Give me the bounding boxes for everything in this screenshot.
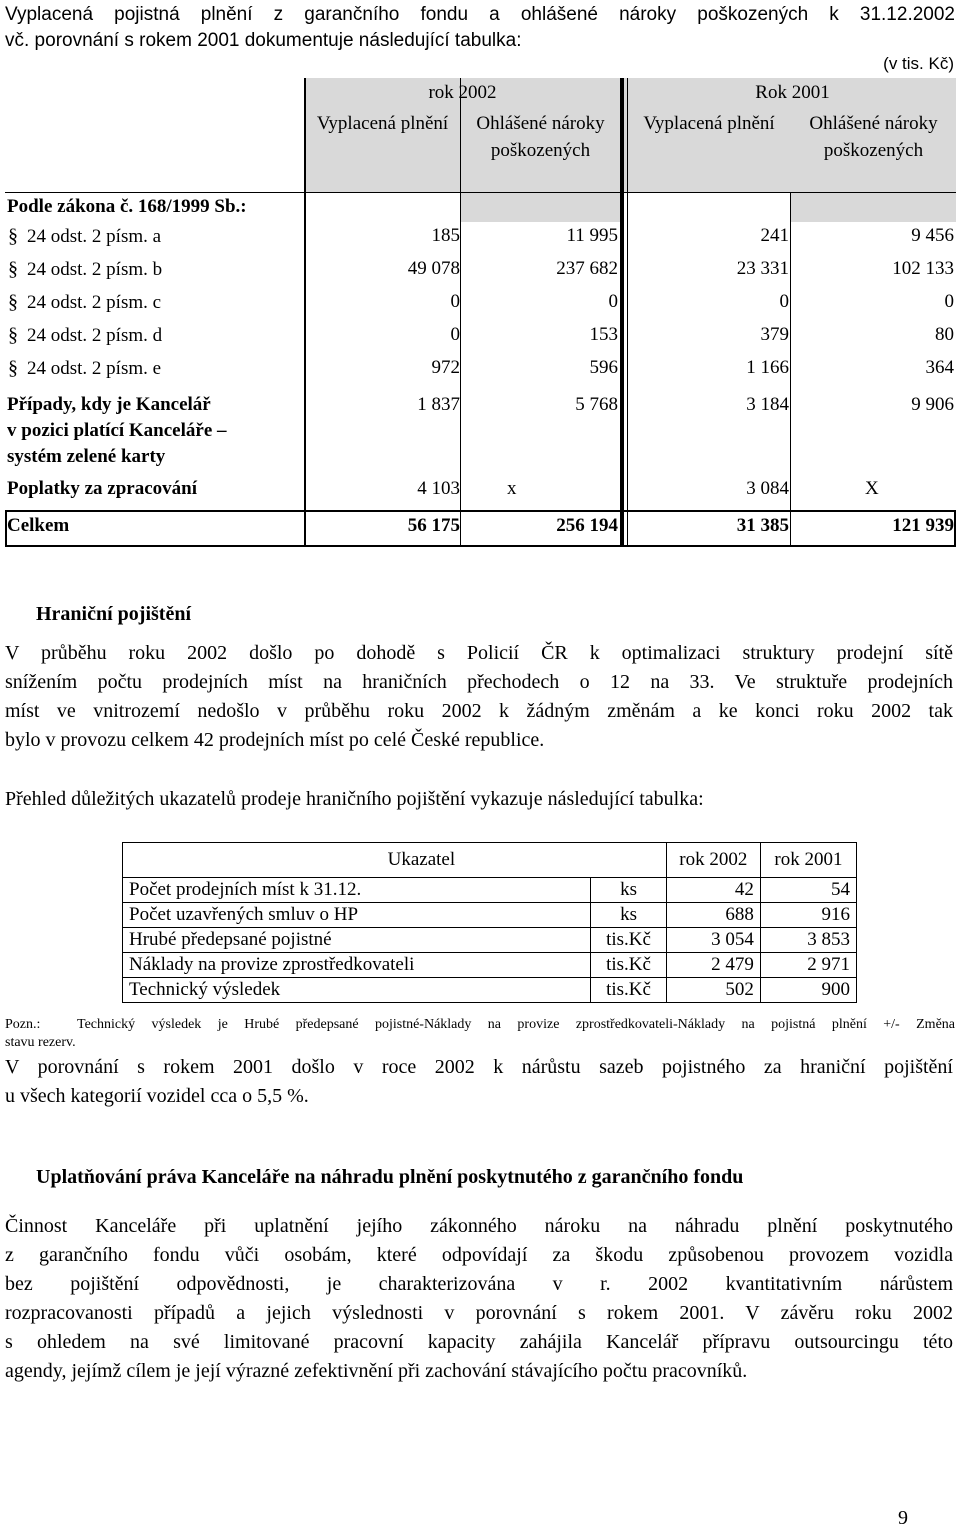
green-card-v1: 1 837	[417, 394, 460, 415]
row-unit: tis.Kč	[591, 978, 666, 1003]
para-line: V porovnání s rokem 2001 došlo v roce 2002 k nárůstu sazeb pojistného za hraniční pojištění	[5, 1056, 953, 1078]
para-line: z garančního fondu vůči osobám, které odpovídají za škodu způsobenou provozem vozidla	[5, 1244, 953, 1266]
row-indicator: Počet prodejních míst k 31.12.	[123, 878, 591, 903]
row-value-claims-2001: 80	[935, 324, 954, 345]
row-label: 24 odst. 2 písm. c	[27, 292, 162, 313]
total-v4: 121 939	[892, 515, 954, 536]
total-v2: 256 194	[556, 515, 618, 536]
row-indicator: Technický výsledek	[123, 978, 591, 1003]
header-claims-2002: Ohlášené nároky poškozených	[476, 113, 605, 161]
row-value-paid-2001: 1 166	[746, 357, 789, 378]
row-value-paid-2002: 0	[450, 291, 460, 312]
section-label: Podle zákona č. 168/1999 Sb.:	[7, 196, 247, 217]
intro-line-2: vč. porovnání s rokem 2001 dokumentuje následující tabulka:	[5, 30, 522, 51]
row-value-claims-2002: 11 995	[566, 225, 618, 246]
row-value-paid-2001: 23 331	[736, 258, 789, 279]
fees-v1: 4 103	[417, 478, 460, 499]
section-sign-icon	[7, 324, 21, 344]
svg-text:§: §	[8, 225, 18, 245]
header-paid-2002: Vyplacená plnění	[316, 113, 449, 134]
fees-v2: x	[507, 478, 517, 499]
para-line: V průběhu roku 2002 došlo po dohodě s Policií ČR k optimalizaci struktury prodejní sítě	[5, 642, 953, 664]
header-background-2001	[790, 192, 956, 222]
row-label-cell	[7, 291, 161, 314]
intro-line-1: Vyplacená pojistná plnění z garančního fondu a ohlášené nároky poškozených k 31.12.2002	[5, 4, 955, 25]
row-value-2002: 502	[666, 978, 760, 1003]
row-value-2001: 3 853	[760, 928, 856, 953]
comparison-paragraph	[5, 1053, 953, 1111]
row-unit: ks	[591, 903, 666, 928]
rule	[5, 545, 956, 547]
row-value-paid-2002: 185	[431, 225, 460, 246]
border-insurance-table	[122, 842, 857, 1003]
header-2001: rok 2001	[760, 843, 856, 878]
header-2002: rok 2002	[666, 843, 760, 878]
row-value-2001: 2 971	[760, 953, 856, 978]
green-card-v2: 5 768	[575, 394, 618, 415]
svg-text:§: §	[8, 291, 18, 311]
para-line: rozpracovanosti případů a jejich výslednosti v porovnání s rokem 2001. V závěru roku 2002	[5, 1302, 953, 1324]
header-year-2001: Rok 2001	[755, 82, 830, 103]
overview-sentence: Přehled důležitých ukazatelů prodeje hraničního pojištění vykazuje následující tabulka:	[5, 788, 704, 810]
section-sign-icon	[7, 258, 21, 278]
table-row	[123, 878, 857, 903]
rule	[620, 78, 624, 546]
row-value-claims-2002: 596	[589, 357, 618, 378]
row-value-paid-2001: 379	[760, 324, 789, 345]
fees-v3: 3 084	[746, 478, 789, 499]
rule	[627, 78, 628, 546]
para-line: míst ve vnitrozemí nedošlo v průběhu roku 2002 k žádným změnám a ke konci roku 2002 tak	[5, 700, 953, 722]
table-row	[123, 953, 857, 978]
row-value-claims-2002: 153	[589, 324, 618, 345]
header-background-2002	[460, 192, 620, 222]
footnote	[5, 1016, 955, 1052]
recourse-paragraph	[5, 1212, 953, 1386]
fees-label: Poplatky za zpracování	[7, 478, 197, 499]
svg-text:§: §	[8, 258, 18, 278]
para-line: bez pojištění odpovědnosti, je charakterizována v r. 2002 kvantitativním nárůstem	[5, 1273, 953, 1295]
page-number: 9	[898, 1507, 908, 1529]
green-card-label-1: Případy, kdy je Kancelář	[7, 394, 211, 415]
row-value-paid-2001: 241	[760, 225, 789, 246]
row-unit: tis.Kč	[591, 928, 666, 953]
row-value-claims-2002: 237 682	[556, 258, 618, 279]
para-line: agendy, jejímž cílem je její výrazné zefektivnění při zachování stávajícího počtu pracovníků.	[5, 1360, 748, 1382]
rule	[5, 510, 956, 512]
border-insurance-heading: Hraniční pojištění	[36, 603, 192, 625]
border-insurance-paragraph	[5, 639, 953, 755]
unit-label: (v tis. Kč)	[883, 54, 954, 73]
svg-text:§: §	[8, 324, 18, 344]
row-label-cell	[7, 258, 162, 281]
para-line: u všech kategorií vozidel cca o 5,5 %.	[5, 1085, 309, 1107]
table-header-row	[123, 843, 857, 878]
row-value-2002: 3 054	[666, 928, 760, 953]
green-card-label-3: systém zelené karty	[7, 446, 166, 467]
fees-v4: X	[865, 478, 879, 499]
footnote-prefix: Pozn.:	[5, 1017, 41, 1032]
row-value-2001: 54	[760, 878, 856, 903]
green-card-v3: 3 184	[746, 394, 789, 415]
para-line: Činnost Kanceláře při uplatnění jejího zákonného nároku na náhradu plnění poskytnutého	[5, 1215, 953, 1237]
row-value-paid-2001: 0	[779, 291, 789, 312]
row-value-claims-2001: 9 456	[911, 225, 954, 246]
section-sign-icon	[7, 357, 21, 377]
row-label-cell	[7, 324, 162, 347]
row-value-2001: 916	[760, 903, 856, 928]
section-sign-icon	[7, 225, 21, 245]
intro-text	[5, 2, 955, 54]
rule	[954, 510, 956, 546]
row-label: 24 odst. 2 písm. e	[27, 358, 162, 379]
row-value-claims-2001: 102 133	[892, 258, 954, 279]
green-card-label-2: v pozici platící Kanceláře –	[7, 420, 227, 441]
row-value-paid-2002: 0	[450, 324, 460, 345]
table-row	[123, 903, 857, 928]
total-v3: 31 385	[736, 515, 789, 536]
total-v1: 56 175	[407, 515, 460, 536]
green-card-v4: 9 906	[911, 394, 954, 415]
row-indicator: Náklady na provize zprostředkovateli	[123, 953, 591, 978]
header-claims-2001: Ohlášené nároky poškozených	[809, 113, 938, 161]
header-paid-2001: Vyplacená plnění	[643, 113, 775, 134]
row-value-paid-2002: 972	[431, 357, 460, 378]
row-unit: ks	[591, 878, 666, 903]
svg-text:§: §	[8, 357, 18, 377]
footnote-line-1: Technický výsledek je Hrubé předepsané pojistné-Náklady na provize zprostředkovateli-Náklady na pojistná plnění +/- Změna	[77, 1017, 955, 1032]
row-value-2002: 688	[666, 903, 760, 928]
table-body	[123, 878, 857, 1003]
row-value-2002: 2 479	[666, 953, 760, 978]
table-row	[123, 928, 857, 953]
header-indicator: Ukazatel	[123, 843, 667, 878]
row-value-paid-2002: 49 078	[407, 258, 460, 279]
row-value-claims-2002: 0	[608, 291, 618, 312]
row-value-claims-2001: 364	[925, 357, 954, 378]
row-value-claims-2001: 0	[944, 291, 954, 312]
para-line: s ohledem na své limitované pracovní kapacity zahájila Kancelář přípravu outsourcingu této	[5, 1331, 953, 1353]
row-label: 24 odst. 2 písm. d	[27, 325, 163, 346]
row-indicator: Počet uzavřených smluv o HP	[123, 903, 591, 928]
table-row	[123, 978, 857, 1003]
row-indicator: Hrubé předepsané pojistné	[123, 928, 591, 953]
row-unit: tis.Kč	[591, 953, 666, 978]
footnote-line-2: stavu rezerv.	[5, 1035, 76, 1050]
row-value-2002: 42	[666, 878, 760, 903]
row-label: 24 odst. 2 písm. b	[27, 259, 163, 280]
row-label: 24 odst. 2 písm. a	[27, 226, 162, 247]
rule	[5, 192, 956, 193]
row-label-cell	[7, 357, 161, 380]
claims-table	[5, 78, 956, 546]
total-label: Celkem	[7, 515, 70, 536]
row-label-cell	[7, 225, 161, 248]
para-line: bylo v provozu celkem 42 prodejních míst po celé České republice.	[5, 729, 545, 751]
section-sign-icon	[7, 291, 21, 311]
recourse-heading: Uplatňování práva Kanceláře na náhradu plnění poskytnutého z garančního fondu	[36, 1166, 744, 1188]
green-card-label	[7, 392, 227, 470]
para-line: snížením počtu prodejních míst na hraničních přechodech o 12 na 33. Ve struktuře prodejních	[5, 671, 953, 693]
row-value-2001: 900	[760, 978, 856, 1003]
header-year-2002: rok 2002	[428, 82, 497, 103]
